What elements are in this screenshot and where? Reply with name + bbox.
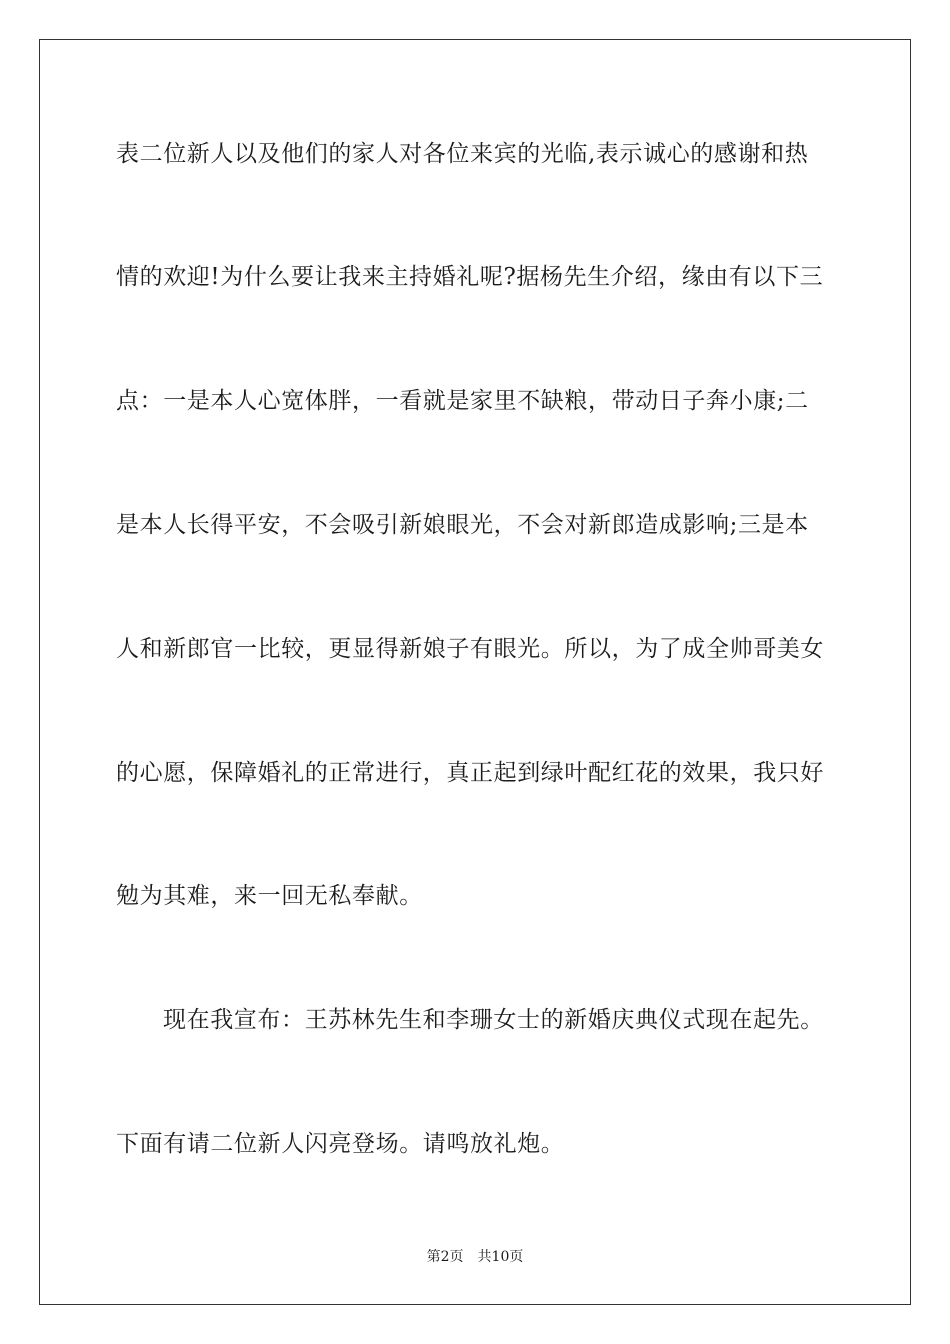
text-line: 下面有请二位新人闪亮登场。请鸣放礼炮。 — [116, 1131, 565, 1157]
page-footer — [0, 1248, 950, 1266]
paragraph-first-line: 现在我宣布：王苏林先生和李珊女士的新婚庆典仪式现在起先。 — [163, 1007, 824, 1033]
page-number: 第2页 — [426, 1249, 464, 1265]
text-line: 勉为其难，来一回无私奉献。 — [116, 883, 423, 909]
text-line: 是本人长得平安，不会吸引新娘眼光，不会对新郎造成影响;三是本 — [116, 512, 809, 538]
text-line: 人和新郎官一比较，更显得新娘子有眼光。所以，为了成全帅哥美女 — [116, 636, 824, 662]
text-line: 点：一是本人心宽体胖，一看就是家里不缺粮，带动日子奔小康;二 — [116, 388, 809, 414]
text-line: 表二位新人以及他们的家人对各位来宾的光临,表示诚心的感谢和热 — [116, 141, 809, 167]
text-line: 的心愿，保障婚礼的正常进行，真正起到绿叶配红花的效果，我只好 — [116, 760, 824, 786]
text-line: 情的欢迎!为什么要让我来主持婚礼呢?据杨先生介绍，缘由有以下三 — [116, 264, 824, 290]
page-border — [39, 39, 911, 1305]
total-pages: 共10页 — [477, 1249, 524, 1265]
